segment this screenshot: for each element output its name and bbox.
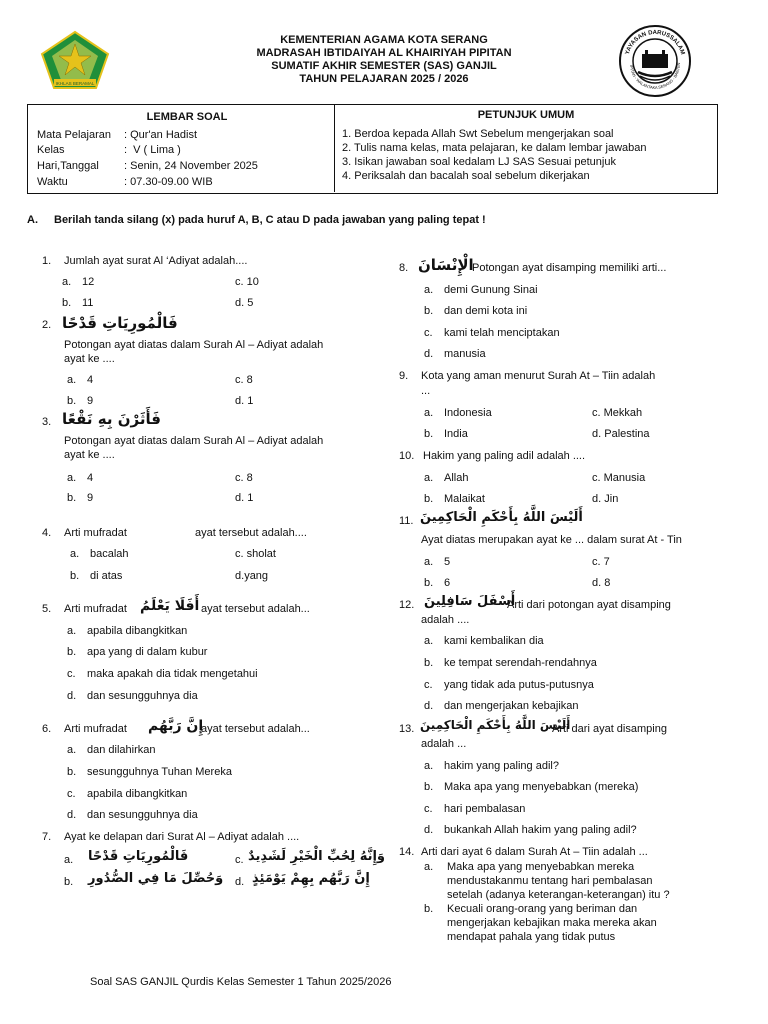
q13-arabic: أَلَيْسَ اللَّهُ بِأَحْكَمِ الْحَاكِمِينَ <box>420 718 571 732</box>
q10-option-a: a. Allah <box>424 472 469 484</box>
q8-text: Potongan ayat disamping memiliki arti... <box>472 262 667 274</box>
header-line-exam: SUMATIF AKHIR SEMESTER (SAS) GANJIL <box>271 60 497 72</box>
q3-option-c: c. 8 <box>235 472 253 484</box>
q11-option-b: b. 6 <box>424 577 451 589</box>
q7-number: 7. <box>42 831 52 843</box>
q2-arabic: فَالْمُورِيَاتِ قَدْحًا <box>62 314 178 332</box>
q12-option-d: d. dan mengerjakan kebajikan <box>424 700 579 712</box>
q4-option-c: c. sholat <box>235 548 276 560</box>
page-footer: Soal SAS GANJIL Qurdis Kelas Semester 1 Tahun 2025/2026 <box>90 976 392 988</box>
q11-option-d: d. 8 <box>592 577 611 589</box>
q7-option-a-arabic: فَالْمُورِيَاتِ قَدْحًا <box>88 849 189 864</box>
header-line-year: TAHUN PELAJARAN 2025 / 2026 <box>299 73 469 85</box>
q2-option-a: a. 4 <box>67 374 94 386</box>
q12-option-a: a. kami kembalikan dia <box>424 635 544 647</box>
petunjuk-item-1: 1. Berdoa kepada Allah Swt Sebelum mengerjakan soal <box>342 128 614 140</box>
q1-option-c: c. 10 <box>235 276 259 288</box>
q13-option-c: c. hari pembalasan <box>424 803 526 815</box>
q6-text-pre: Arti mufradat <box>64 723 127 735</box>
petunjuk-item-4: 4. Periksalah dan bacalah soal sebelum dikerjakan <box>342 170 590 182</box>
q2-option-b: b. 9 <box>67 395 94 407</box>
q10-option-d: d. Jin <box>592 493 619 505</box>
q8-arabic: الْإِنْسَانَ <box>418 256 474 274</box>
q8-option-c: c. kami telah menciptakan <box>424 327 560 339</box>
q3-arabic: فَأَثَرْنَ بِهِ نَقْعًا <box>62 410 161 428</box>
q3-number: 3. <box>42 416 52 428</box>
q9-text-line2: ... <box>421 385 431 397</box>
q7-option-d-label: d. <box>235 876 245 888</box>
q11-arabic: أَلَيْسَ اللَّهُ بِأَحْكَمِ الْحَاكِمِينَ <box>420 510 583 525</box>
q8-number: 8. <box>399 262 409 274</box>
petunjuk-title: PETUNJUK UMUM <box>477 109 575 121</box>
q3-text-line2: ayat ke .... <box>64 449 115 461</box>
q14-number: 14. <box>399 846 415 858</box>
q14-option-a-label: a. <box>424 861 434 873</box>
yayasan-darussalam-seal <box>618 24 692 98</box>
q14-option-b-line1: Kecuali orang-orang yang beriman dan <box>447 903 638 915</box>
q6-text-post: ayat tersebut adalah... <box>201 723 310 735</box>
q7-option-c-arabic: وَإِنَّهُ لِحُبِّ الْخَيْرِ لَشَدِيدٌ <box>248 849 386 864</box>
q7-text: Ayat ke delapan dari Surat Al – Adiyat adalah .... <box>64 831 300 843</box>
q6-number: 6. <box>42 723 52 735</box>
q11-option-c: c. 7 <box>592 556 610 568</box>
q8-option-a: a. demi Gunung Sinai <box>424 284 538 296</box>
lembar-soal-title: LEMBAR SOAL <box>146 111 228 123</box>
q7-option-d-arabic: إِنَّ رَبَّهُم بِهِمْ يَوْمَئِذٍ <box>252 871 370 886</box>
q12-text-line1: Arti dari potongan ayat disamping <box>507 599 671 611</box>
q13-option-b: b. Maka apa yang menyebabkan (mereka) <box>424 781 639 793</box>
q10-option-b: b. Malaikat <box>424 493 485 505</box>
q2-text-line1: Potongan ayat diatas dalam Surah Al – Adiyat adalah <box>64 339 324 351</box>
info-value-class: : V ( Lima ) <box>124 144 181 156</box>
q10-option-c: c. Manusia <box>592 472 646 484</box>
info-value-date: : Senin, 24 November 2025 <box>124 160 258 172</box>
q12-option-b: b. ke tempat serendah-rendahnya <box>424 657 597 669</box>
q3-option-d: d. 1 <box>235 492 254 504</box>
q11-text: Ayat diatas merupakan ayat ke ... dalam surat At - Tin <box>421 534 682 546</box>
q9-number: 9. <box>399 370 409 382</box>
q7-option-c-label: c. <box>235 854 244 866</box>
q13-option-a: a. hakim yang paling adil? <box>424 760 559 772</box>
q2-number: 2. <box>42 319 52 331</box>
q14-text: Arti dari ayat 6 dalam Surah At – Tiin adalah ... <box>421 846 648 858</box>
header-line-ministry: KEMENTERIAN AGAMA KOTA SERANG <box>280 34 488 46</box>
q13-number: 13. <box>399 723 415 735</box>
info-label-subject: Mata Pelajaran <box>37 129 111 141</box>
q5-option-b: b. apa yang di dalam kubur <box>67 646 208 658</box>
svg-text:YAYASAN DARUSSALAM: YAYASAN DARUSSALAM <box>624 29 686 56</box>
q12-arabic: أَسْفَلَ سَافِلِينَ <box>424 594 516 609</box>
q14-option-b-line3: mendapat pahala yang tidak putus <box>447 931 616 943</box>
q4-text-post: ayat tersebut adalah.... <box>195 527 307 539</box>
q3-option-a: a. 4 <box>67 472 94 484</box>
q2-option-c: c. 8 <box>235 374 253 386</box>
q7-option-a-label: a. <box>64 854 74 866</box>
q5-option-a: a. apabila dibangkitkan <box>67 625 188 637</box>
q1-option-b: b. 11 <box>62 297 94 309</box>
petunjuk-item-2: 2. Tulis nama kelas, mata pelajaran, ke dalam lembar jawaban <box>342 142 647 154</box>
svg-text:PIPITAN - WALANTAKA SERANG - B: IPITAN - WALANTAKA SERANG - BANTEN <box>629 62 682 91</box>
q4-text-pre: Arti mufradat <box>64 527 127 539</box>
info-label-date: Hari,Tanggal <box>37 160 99 172</box>
q6-arabic: إِنَّ رَبَّهُم <box>148 718 204 734</box>
q6-option-c: c. apabila dibangkitkan <box>67 788 188 800</box>
q6-option-a: a. dan dilahirkan <box>67 744 156 756</box>
q1-number: 1. <box>42 255 52 267</box>
info-value-subject: : Qur'an Hadist <box>124 129 198 141</box>
q5-text-post: ayat tersebut adalah... <box>201 603 310 615</box>
q9-option-b: b. India <box>424 428 468 440</box>
info-label-time: Waktu <box>37 176 68 188</box>
q9-option-c: c. Mekkah <box>592 407 643 419</box>
petunjuk-item-3: 3. Isikan jawaban soal kedalam LJ SAS Sesuai petunjuk <box>342 156 616 168</box>
q14-option-a-line3: setelah (adanya keterangan-keterangan) itu ? <box>447 889 670 901</box>
q6-option-d: d. dan sesungguhnya dia <box>67 809 198 821</box>
q4-option-b: b. di atas <box>70 570 123 582</box>
q4-option-a: a. bacalah <box>70 548 129 560</box>
q5-option-d: d. dan sesungguhnya dia <box>67 690 198 702</box>
logo-motto: IKHLAS BERAMAL <box>55 81 95 86</box>
q8-option-d: d. manusia <box>424 348 486 360</box>
q14-option-a-line1: Maka apa yang menyebabkan mereka <box>447 861 635 873</box>
info-box-divider <box>334 104 335 192</box>
q13-text-line2: adalah ... <box>421 738 467 750</box>
info-value-time: : 07.30-09.00 WIB <box>124 176 213 188</box>
q6-option-b: b. sesungguhnya Tuhan Mereka <box>67 766 232 778</box>
q10-number: 10. <box>399 450 415 462</box>
q5-option-c: c. maka apakah dia tidak mengetahui <box>67 668 258 680</box>
section-letter: A. <box>27 214 38 226</box>
q4-option-d: d.yang <box>235 570 269 582</box>
q5-number: 5. <box>42 603 52 615</box>
q13-text-line1: Arti dari ayat disamping <box>552 723 667 735</box>
q11-number: 11. <box>399 515 414 527</box>
q13-option-d: d. bukankah Allah hakim yang paling adil? <box>424 824 637 836</box>
q12-number: 12. <box>399 599 415 611</box>
section-instruction: Berilah tanda silang (x) pada huruf A, B, C atau D pada jawaban yang paling tepat ! <box>54 214 486 226</box>
q8-option-b: b. dan demi kota ini <box>424 305 528 317</box>
q2-text-line2: ayat ke .... <box>64 353 115 365</box>
q9-option-a: a. Indonesia <box>424 407 492 419</box>
q9-text-line1: Kota yang aman menurut Surah At – Tiin adalah <box>421 370 656 382</box>
q14-option-b-label: b. <box>424 903 434 915</box>
q3-option-b: b. 9 <box>67 492 94 504</box>
q5-text-pre: Arti mufradat <box>64 603 127 615</box>
header-line-school: MADRASAH IBTIDAIYAH AL KHAIRIYAH PIPITAN <box>256 47 512 59</box>
q1-option-d: d. 5 <box>235 297 254 309</box>
q4-number: 4. <box>42 527 52 539</box>
q5-arabic: أَفَلَا يَعْلَمُ <box>140 598 200 614</box>
q11-option-a: a. 5 <box>424 556 451 568</box>
q9-option-d: d. Palestina <box>592 428 650 440</box>
q3-text-line1: Potongan ayat diatas dalam Surah Al – Adiyat adalah <box>64 435 324 447</box>
q1-text: Jumlah ayat surat Al ‘Adiyat adalah.... <box>64 255 248 267</box>
q10-text: Hakim yang paling adil adalah .... <box>423 450 586 462</box>
q14-option-a-line2: mendustakanmu tentang hari pembalasan <box>447 875 653 887</box>
info-label-class: Kelas <box>37 144 65 156</box>
q7-option-b-arabic: وَحُصِّلَ مَا فِي الصُّدُورِ <box>88 871 224 886</box>
q14-option-b-line2: mengerjakan kebajikan maka mereka akan <box>447 917 657 929</box>
q12-option-c: c. yang tidak ada putus-putusnya <box>424 679 594 691</box>
q2-option-d: d. 1 <box>235 395 254 407</box>
q12-text-line2: adalah .... <box>421 614 470 626</box>
q7-option-b-label: b. <box>64 876 74 888</box>
q1-option-a: a. 12 <box>62 276 95 288</box>
